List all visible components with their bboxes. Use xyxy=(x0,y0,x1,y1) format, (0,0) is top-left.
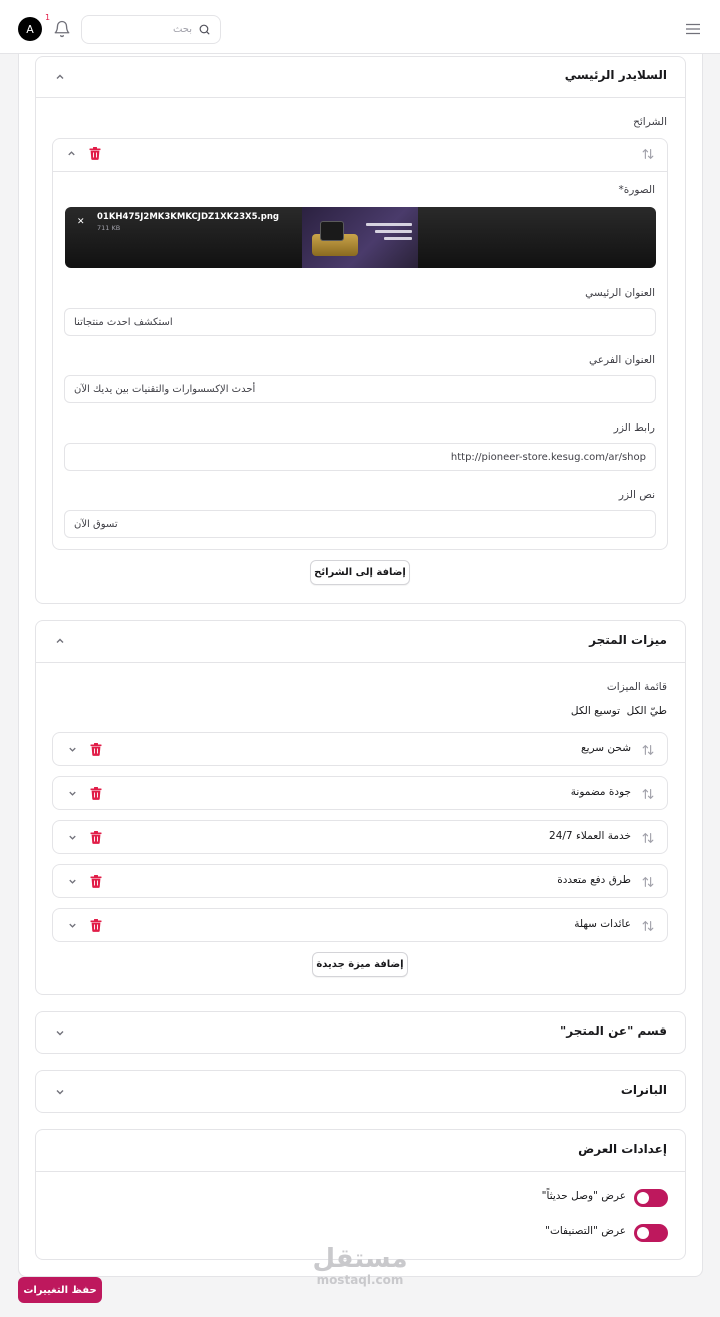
image-label: الصورة* xyxy=(618,184,655,196)
feature-row[interactable] xyxy=(52,776,668,810)
file-name: 01KH475J2MK3KMKCJDZ1XK23X5.png xyxy=(97,212,279,222)
file-size: 711 KB xyxy=(97,224,121,232)
slider-section-title: السلايدر الرئيسي xyxy=(564,68,667,82)
chevron-up-icon[interactable] xyxy=(54,635,66,647)
slide-item-header xyxy=(53,139,667,172)
feature-row[interactable] xyxy=(52,820,668,854)
chevron-down-icon[interactable] xyxy=(67,832,78,843)
feature-label: جودة مضمونة xyxy=(570,786,631,798)
features-section-title: ميزات المتجر xyxy=(589,633,667,647)
product-shape xyxy=(320,221,344,241)
chevron-up-icon[interactable] xyxy=(66,148,77,159)
add-slide-button[interactable]: إضافة إلى الشرائح xyxy=(310,560,410,585)
chevron-up-icon[interactable] xyxy=(54,71,66,83)
chevron-down-icon[interactable] xyxy=(67,920,78,931)
feature-row[interactable] xyxy=(52,908,668,942)
expand-all-link[interactable]: توسيع الكل xyxy=(570,705,620,717)
slides-label: الشرائح xyxy=(633,116,667,128)
image-upload-preview[interactable] xyxy=(65,207,656,268)
banners-card[interactable] xyxy=(35,1070,686,1113)
feature-row[interactable] xyxy=(52,864,668,898)
subtitle-label: العنوان الفرعي xyxy=(589,354,655,366)
toggle-knob xyxy=(637,1192,649,1204)
watermark-logo xyxy=(310,1245,410,1287)
sort-icon[interactable] xyxy=(641,743,655,757)
toggle-new-arrivals[interactable] xyxy=(634,1189,668,1207)
chevron-down-icon[interactable] xyxy=(67,876,78,887)
chevron-down-icon[interactable] xyxy=(67,744,78,755)
main-title-input[interactable] xyxy=(64,308,656,336)
button-link-label: رابط الزر xyxy=(613,422,655,434)
button-link-input[interactable] xyxy=(64,443,656,471)
trash-icon[interactable] xyxy=(90,831,102,844)
button-text-label: نص الزر xyxy=(618,489,655,501)
toggle-categories-label: عرض "التصنيفات" xyxy=(545,1225,626,1237)
collapse-all-link[interactable]: طيّ الكل xyxy=(626,705,667,717)
trash-icon[interactable] xyxy=(90,875,102,888)
trash-icon[interactable] xyxy=(90,787,102,800)
subtitle-value: أحدث الإكسسوارات والتقنيات بين يديك الآن xyxy=(74,383,256,395)
sort-icon[interactable] xyxy=(641,831,655,845)
avatar[interactable] xyxy=(18,17,42,41)
sort-icon[interactable] xyxy=(641,147,655,161)
features-list-label: قائمة الميزات xyxy=(606,681,667,693)
sort-icon[interactable] xyxy=(641,787,655,801)
feature-label: عائدات سهلة xyxy=(574,918,631,930)
slider-card-header[interactable] xyxy=(36,57,685,98)
chevron-down-icon[interactable] xyxy=(54,1086,66,1098)
watermark-arabic: مستقل xyxy=(312,1244,408,1274)
toggle-new-arrivals-label: عرض "وصل حديثاً" xyxy=(541,1190,626,1202)
sort-icon[interactable] xyxy=(641,875,655,889)
chevron-down-icon[interactable] xyxy=(54,1027,66,1039)
add-feature-button[interactable]: إضافة ميزة جديدة xyxy=(312,952,408,977)
main-title-value: استكشف احدث منتجاتنا xyxy=(74,316,173,328)
about-card[interactable] xyxy=(35,1011,686,1054)
top-bar xyxy=(0,0,720,54)
display-settings-title: إعدادات العرض xyxy=(578,1142,667,1156)
search-icon xyxy=(198,23,211,36)
button-link-value: http://pioneer-store.kesug.com/ar/shop xyxy=(450,451,646,463)
button-text-input[interactable] xyxy=(64,510,656,538)
menu-icon[interactable] xyxy=(686,23,700,35)
display-settings-header xyxy=(36,1130,685,1172)
toggle-knob xyxy=(637,1227,649,1239)
feature-label: خدمة العملاء 24/7 xyxy=(549,830,631,842)
trash-icon[interactable] xyxy=(90,743,102,756)
subtitle-input[interactable] xyxy=(64,375,656,403)
feature-label: طرق دفع متعددة xyxy=(557,874,631,886)
remove-file-icon[interactable]: ✕ xyxy=(77,217,85,227)
search-input[interactable] xyxy=(81,15,221,44)
sort-icon[interactable] xyxy=(641,919,655,933)
features-card-header[interactable] xyxy=(36,621,685,663)
about-section-title: قسم "عن المتجر" xyxy=(559,1024,667,1038)
toggle-categories[interactable] xyxy=(634,1224,668,1242)
main-title-label: العنوان الرئيسي xyxy=(585,287,655,299)
avatar-letter: A xyxy=(26,22,34,36)
watermark-latin: mostaql.com xyxy=(316,1273,404,1287)
bell-icon[interactable] xyxy=(53,20,71,38)
feature-row[interactable] xyxy=(52,732,668,766)
feature-label: شحن سريع xyxy=(580,742,631,754)
notification-badge: 1 xyxy=(45,13,51,22)
button-text-value: تسوق الآن xyxy=(74,518,118,530)
trash-icon[interactable] xyxy=(90,919,102,932)
chevron-down-icon[interactable] xyxy=(67,788,78,799)
trash-icon[interactable] xyxy=(89,147,101,160)
slide-item-card xyxy=(52,138,668,550)
save-changes-button[interactable]: حفظ التغييرات xyxy=(18,1277,102,1303)
banners-section-title: البانرات xyxy=(620,1083,667,1097)
image-text-lines xyxy=(366,223,412,244)
search-placeholder: بحث xyxy=(172,24,192,35)
slide-image-thumbnail xyxy=(302,207,418,268)
